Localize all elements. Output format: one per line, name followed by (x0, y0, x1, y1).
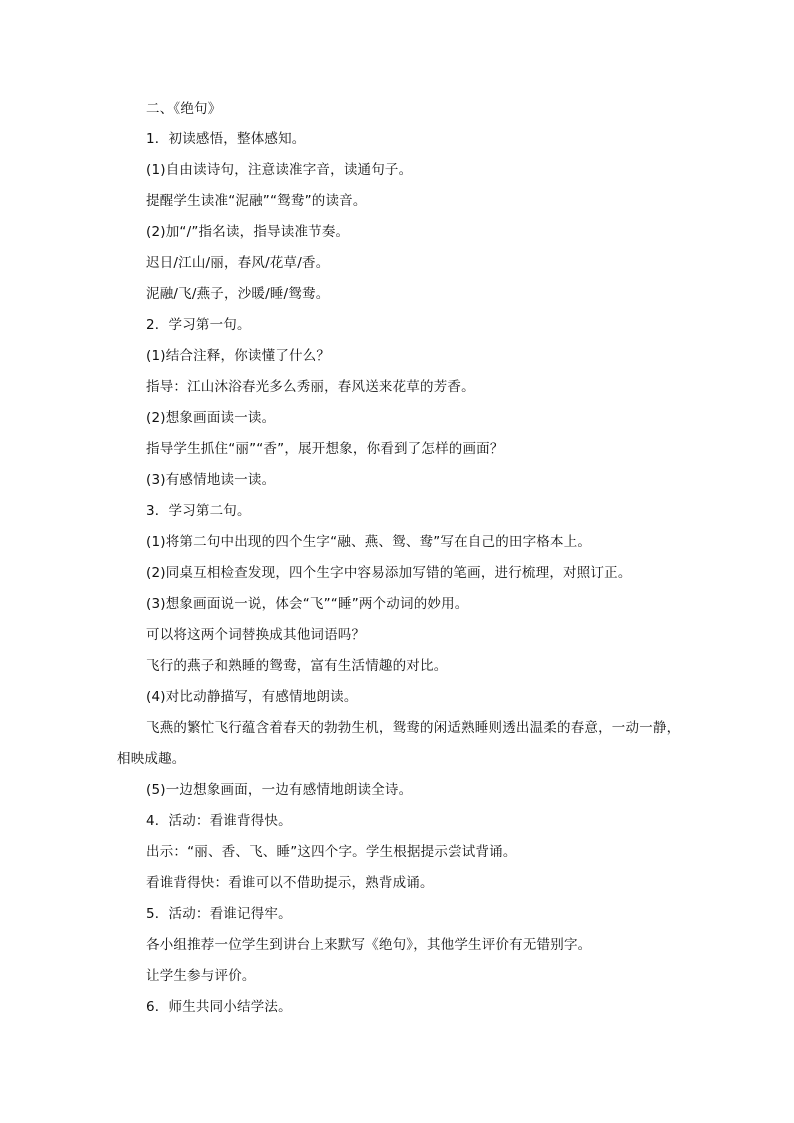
paragraph: 指导：江山沐浴春光多么秀丽，春风送来花草的芳香。 (146, 379, 475, 395)
paragraph: 各小组推荐一位学生到讲台上来默写《绝句》，其他学生评价有无错别字。 (146, 937, 592, 953)
paragraph: (5)一边想象画面，一边有感情地朗读全诗。 (146, 782, 413, 798)
paragraph-continuation: 相映成趣。 (117, 751, 186, 767)
paragraph: (1)自由读诗句，注意读准字音，读通句子。 (146, 162, 413, 178)
poem-line: 泥融/飞/燕子，沙暖/睡/鸳鸯。 (146, 286, 330, 302)
paragraph: 让学生参与评价。 (146, 968, 256, 984)
paragraph: (2)同桌互相检查发现，四个生字中容易添加写错的笔画，进行梳理，对照订正。 (146, 565, 632, 581)
step-heading: 2．学习第一句。 (146, 317, 251, 333)
paragraph: 看谁背得快：看谁可以不借助提示，熟背成诵。 (146, 875, 434, 891)
paragraph: 指导学生抓住“丽”“香”，展开想象，你看到了怎样的画面？ (146, 441, 504, 457)
paragraph: (2)加“/”指名读，指导读准节奏。 (146, 224, 350, 240)
paragraph: 提醒学生读准“泥融”“鸳鸯”的读音。 (146, 193, 367, 209)
paragraph: (3)有感情地读一读。 (146, 472, 276, 488)
paragraph: 可以将这两个词替换成其他词语吗？ (146, 627, 366, 643)
paragraph: (1)结合注释，你读懂了什么？ (146, 348, 331, 364)
paragraph: 飞燕的繁忙飞行蕴含着春天的勃勃生机，鸳鸯的闲适熟睡则透出温柔的春意，一动一静， (146, 720, 681, 736)
paragraph: (2)想象画面读一读。 (146, 410, 276, 426)
paragraph: (4)对比动静描写，有感情地朗读。 (146, 689, 358, 705)
step-heading: 1．初读感悟，整体感知。 (146, 131, 306, 147)
step-heading: 4．活动：看谁背得快。 (146, 813, 292, 829)
section-heading: 二、《绝句》 (146, 101, 222, 117)
step-heading: 6．师生共同小结学法。 (146, 999, 292, 1015)
paragraph: 飞行的燕子和熟睡的鸳鸯，富有生活情趣的对比。 (146, 658, 448, 674)
paragraph: 出示：“丽、香、飞、睡”这四个字。学生根据提示尝试背诵。 (146, 844, 517, 860)
step-heading: 3．学习第二句。 (146, 503, 251, 519)
poem-line: 迟日/江山/丽，春风/花草/香。 (146, 255, 330, 271)
step-heading: 5．活动：看谁记得牢。 (146, 906, 292, 922)
paragraph: (3)想象画面说一说，体会“飞”“睡”两个动词的妙用。 (146, 596, 469, 612)
paragraph: (1)将第二句中出现的四个生字“融、燕、鸳、鸯”写在自己的田字格本上。 (146, 534, 592, 550)
